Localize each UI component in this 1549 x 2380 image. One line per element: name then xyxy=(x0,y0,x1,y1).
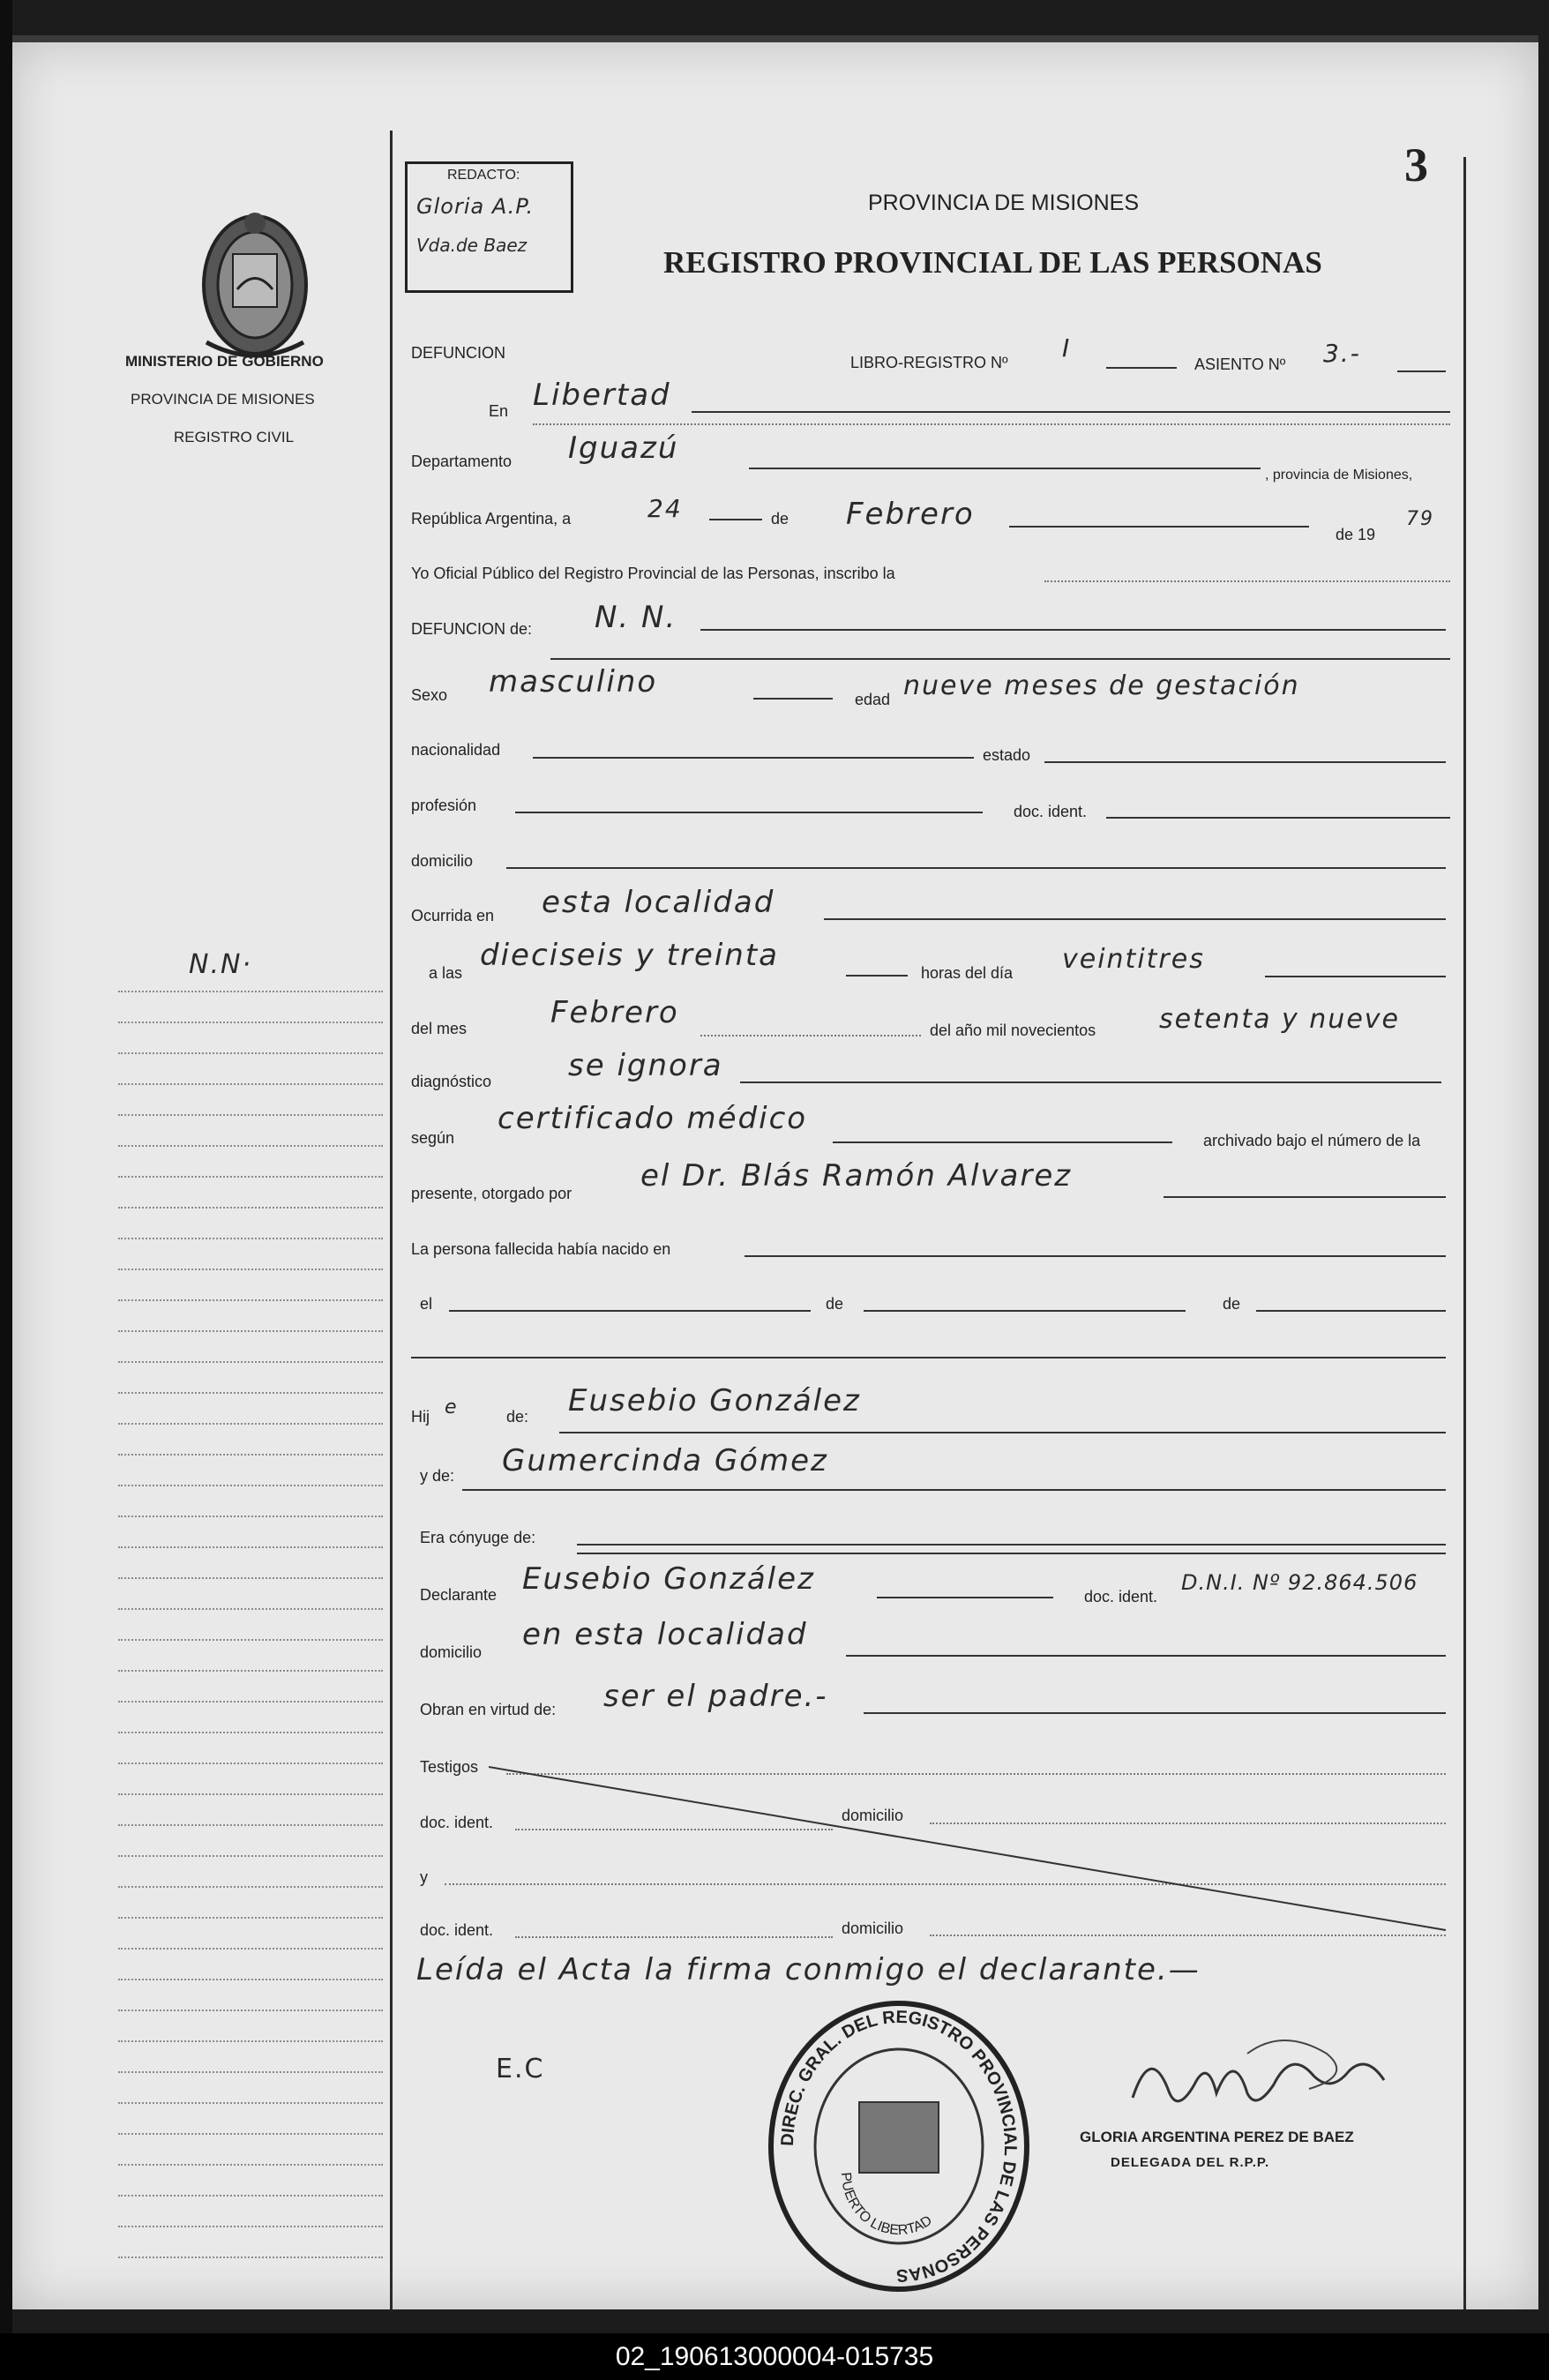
lugar-value: Libertad xyxy=(533,378,671,413)
ministry-line3: REGISTRO CIVIL xyxy=(174,429,295,445)
defuncion-header-label: DEFUNCION xyxy=(411,344,505,362)
dni-value: D.N.I. Nº 92.864.506 xyxy=(1181,1570,1418,1595)
ocurrida-line xyxy=(824,918,1446,920)
otorgado-line xyxy=(1164,1196,1446,1198)
margin-line xyxy=(118,1824,383,1826)
ministry-line2: PROVINCIA DE MISIONES xyxy=(131,391,315,408)
mes-value: Febrero xyxy=(846,497,975,532)
margin-line xyxy=(118,1979,383,1980)
margin-line xyxy=(118,2195,383,2197)
madre-value: Gumercinda Gómez xyxy=(502,1443,828,1478)
ocurrida-value: esta localidad xyxy=(542,885,775,920)
margin-line xyxy=(118,1732,383,1733)
redacto-box xyxy=(405,161,573,293)
margin-line xyxy=(118,1763,383,1764)
margin-line xyxy=(118,1361,383,1363)
ec-mark: E.C xyxy=(496,2054,545,2084)
conyuge-label: Era cónyuge de: xyxy=(420,1529,536,1546)
doc-ident-line xyxy=(1106,817,1450,819)
left-rule xyxy=(390,131,393,2309)
madre-line xyxy=(462,1489,1446,1491)
margin-line xyxy=(118,1855,383,1857)
edad-value: nueve meses de gestación xyxy=(903,670,1300,701)
doc-ident-label: doc. ident. xyxy=(1014,803,1088,820)
margin-line xyxy=(118,1516,383,1517)
sexo-line xyxy=(753,698,833,700)
hij-label: Hij xyxy=(411,1408,430,1426)
margin-line xyxy=(118,1207,383,1209)
margin-line xyxy=(118,1269,383,1270)
de19-label: de 19 xyxy=(1336,526,1376,543)
de3-line xyxy=(1256,1310,1446,1312)
nacionalidad-label: nacionalidad xyxy=(411,741,501,759)
domicilio3-label: domicilio xyxy=(842,1807,904,1824)
hij-suffix-value: e xyxy=(445,1396,459,1418)
margin-line xyxy=(118,1022,383,1023)
page-edge-shadow xyxy=(0,0,12,2380)
horas-label: horas del día xyxy=(921,964,1014,982)
obran-line xyxy=(864,1712,1446,1714)
margin-line xyxy=(118,1392,383,1394)
asiento-value: 3.- xyxy=(1323,339,1361,368)
sexo-value: masculino xyxy=(489,664,658,700)
domicilio-line xyxy=(506,867,1446,869)
testigos-label: Testigos xyxy=(420,1758,479,1776)
libro-value: I xyxy=(1062,333,1072,363)
signatory-title: DELEGADA DEL R.P.P. xyxy=(1111,2155,1270,2170)
hora-line xyxy=(846,975,908,977)
domicilio2-line xyxy=(846,1655,1446,1657)
departamento-label: Departamento xyxy=(411,453,513,470)
del-anio-label: del año mil novecientos xyxy=(930,1022,1096,1039)
y-label: y xyxy=(420,1868,428,1886)
coat-of-arms-icon xyxy=(189,201,321,369)
anio-value: 79 xyxy=(1406,508,1434,530)
margin-line xyxy=(118,1454,383,1456)
nacido-line2 xyxy=(411,1357,1446,1358)
el-label: el xyxy=(420,1295,433,1313)
profesion-label: profesión xyxy=(411,797,477,814)
margin-line xyxy=(118,1701,383,1703)
margin-line xyxy=(118,1948,383,1950)
file-name-footer: 02_190613000004-015735 xyxy=(0,2333,1549,2380)
margin-line xyxy=(118,1330,383,1332)
presente-label: presente, otorgado por xyxy=(411,1185,572,1202)
margin-line xyxy=(118,1886,383,1888)
padre-value: Eusebio González xyxy=(568,1383,861,1418)
conyuge-line2 xyxy=(577,1553,1446,1554)
doc-ident4-label: doc. ident. xyxy=(420,1921,494,1939)
redacto-name-line2: Vda.de Baez xyxy=(416,235,528,256)
nacionalidad-line xyxy=(533,757,974,759)
republica-label: República Argentina, a xyxy=(411,510,572,528)
nacido-label: La persona fallecida había nacido en xyxy=(411,1240,671,1258)
page-number: 3 xyxy=(1404,138,1428,191)
redacto-name-line1: Gloria A.P. xyxy=(416,194,535,219)
margin-line xyxy=(118,1793,383,1795)
margin-line xyxy=(118,1577,383,1579)
domicilio-label: domicilio xyxy=(411,852,474,870)
provincia-label: , provincia de Misiones, xyxy=(1265,468,1413,483)
mes-line xyxy=(1009,526,1309,528)
hij-de-label: de: xyxy=(506,1408,529,1426)
domicilio2-label: domicilio xyxy=(420,1643,483,1661)
closing-statement: Leída el Acta la firma conmigo el declarante.— xyxy=(416,1952,1201,1987)
margin-line xyxy=(118,1176,383,1178)
doc-ident3-label: doc. ident. xyxy=(420,1814,494,1831)
dia-letras-line xyxy=(1265,976,1446,977)
handwritten-signature xyxy=(1115,2027,1424,2133)
ministry-line1: MINISTERIO DE GOBIERNO xyxy=(125,353,324,370)
ocurrida-label: Ocurrida en xyxy=(411,907,495,924)
margin-line xyxy=(118,2102,383,2104)
libro-line xyxy=(1106,367,1177,369)
nombre-value: N. N. xyxy=(595,600,677,635)
margin-line xyxy=(118,1052,383,1054)
stamp-outer-text: DIREC. GRAL. DEL REGISTRO PROVINCIAL DE LAS PERSONAS xyxy=(777,2007,1021,2286)
margin-line xyxy=(118,1423,383,1425)
nacido-line xyxy=(745,1255,1446,1257)
registry-title: REGISTRO PROVINCIAL DE LAS PERSONAS xyxy=(663,245,1322,280)
departamento-line xyxy=(749,468,1261,469)
archivado-label: archivado bajo el número de la xyxy=(1203,1132,1421,1149)
margin-line xyxy=(118,2010,383,2011)
de-label: de xyxy=(771,510,789,528)
asiento-label: ASIENTO Nº xyxy=(1194,356,1286,373)
padre-line xyxy=(559,1432,1446,1433)
margin-line xyxy=(118,2257,383,2258)
de2-label: de xyxy=(826,1295,844,1313)
redacto-label: REDACTO: xyxy=(447,168,520,183)
declarante-value: Eusebio González xyxy=(522,1561,815,1597)
conyuge-line xyxy=(577,1544,1446,1546)
margin-line xyxy=(118,2071,383,2073)
estado-label: estado xyxy=(983,746,1031,764)
margin-line xyxy=(118,1917,383,1919)
margin-note: N.N· xyxy=(189,949,252,980)
lugar-line xyxy=(692,411,1450,413)
anio-letras-value: setenta y nueve xyxy=(1159,1004,1400,1035)
de2-line xyxy=(864,1310,1186,1312)
yo-oficial-dotted xyxy=(1044,580,1450,582)
y-de-label: y de: xyxy=(420,1467,455,1485)
edad-label: edad xyxy=(855,691,891,708)
domicilio4-label: domicilio xyxy=(842,1920,904,1937)
diagnostico-value: se ignora xyxy=(568,1048,723,1083)
asiento-line xyxy=(1397,370,1446,372)
doc-ident2-label: doc. ident. xyxy=(1084,1588,1158,1605)
diagnostico-line xyxy=(740,1081,1441,1083)
del-mes-label: del mes xyxy=(411,1020,468,1037)
mes2-dotted xyxy=(700,1035,921,1037)
signatory-name: GLORIA ARGENTINA PEREZ DE BAEZ xyxy=(1080,2129,1354,2145)
margin-line xyxy=(118,1238,383,1239)
lugar-dotted xyxy=(533,423,1450,425)
segun-line xyxy=(833,1141,1172,1143)
estado-line xyxy=(1044,761,1446,763)
declarante-line xyxy=(877,1597,1053,1598)
a-las-label: a las xyxy=(429,964,463,982)
dia-line xyxy=(709,519,762,520)
yo-oficial-text: Yo Oficial Público del Registro Provincial de las Personas, inscribo la xyxy=(411,565,895,582)
margin-line xyxy=(118,1145,383,1147)
diagnostico-label: diagnóstico xyxy=(411,1073,492,1090)
margin-line xyxy=(118,2133,383,2135)
dia-letras-value: veintitres xyxy=(1062,944,1205,975)
margin-line xyxy=(118,1546,383,1548)
document-page xyxy=(12,35,1538,2309)
margin-line xyxy=(118,2226,383,2227)
en-label: En xyxy=(489,402,509,420)
segun-label: según xyxy=(411,1129,455,1147)
segun-value: certificado médico xyxy=(498,1101,808,1136)
margin-line xyxy=(118,2040,383,2042)
de3-label: de xyxy=(1223,1295,1241,1313)
dia-value: 24 xyxy=(647,494,683,523)
margin-line xyxy=(118,1670,383,1672)
defuncion-de-label: DEFUNCION de: xyxy=(411,620,533,638)
profesion-line xyxy=(515,812,983,813)
margin-line xyxy=(118,1083,383,1085)
nombre-line2 xyxy=(550,658,1450,660)
stamp-inner-text: PUERTO LIBERTAD xyxy=(837,2172,935,2239)
otorgado-value: el Dr. Blás Ramón Alvarez xyxy=(640,1158,1073,1194)
el-line xyxy=(449,1310,811,1312)
obran-label: Obran en virtud de: xyxy=(420,1701,557,1718)
nombre-line xyxy=(700,629,1446,631)
sexo-label: Sexo xyxy=(411,686,448,704)
obran-value: ser el padre.- xyxy=(603,1679,828,1714)
declarante-label: Declarante xyxy=(420,1586,498,1604)
margin-line xyxy=(118,1299,383,1301)
departamento-value: Iguazú xyxy=(568,430,679,466)
margin-line xyxy=(118,1114,383,1116)
margin-line xyxy=(118,1639,383,1641)
right-rule xyxy=(1463,157,1466,2309)
domicilio-value: en esta localidad xyxy=(522,1617,808,1652)
mes2-value: Febrero xyxy=(550,995,679,1030)
province-title: PROVINCIA DE MISIONES xyxy=(868,191,1140,215)
strike-through-line xyxy=(489,1763,1450,1939)
hora-value: dieciseis y treinta xyxy=(480,938,780,973)
margin-line xyxy=(118,991,383,992)
margin-line xyxy=(118,1485,383,1486)
libro-label: LIBRO-REGISTRO Nº xyxy=(850,354,1008,371)
margin-line xyxy=(118,2164,383,2166)
registry-stamp-icon xyxy=(762,1996,1036,2296)
margin-line xyxy=(118,1608,383,1610)
